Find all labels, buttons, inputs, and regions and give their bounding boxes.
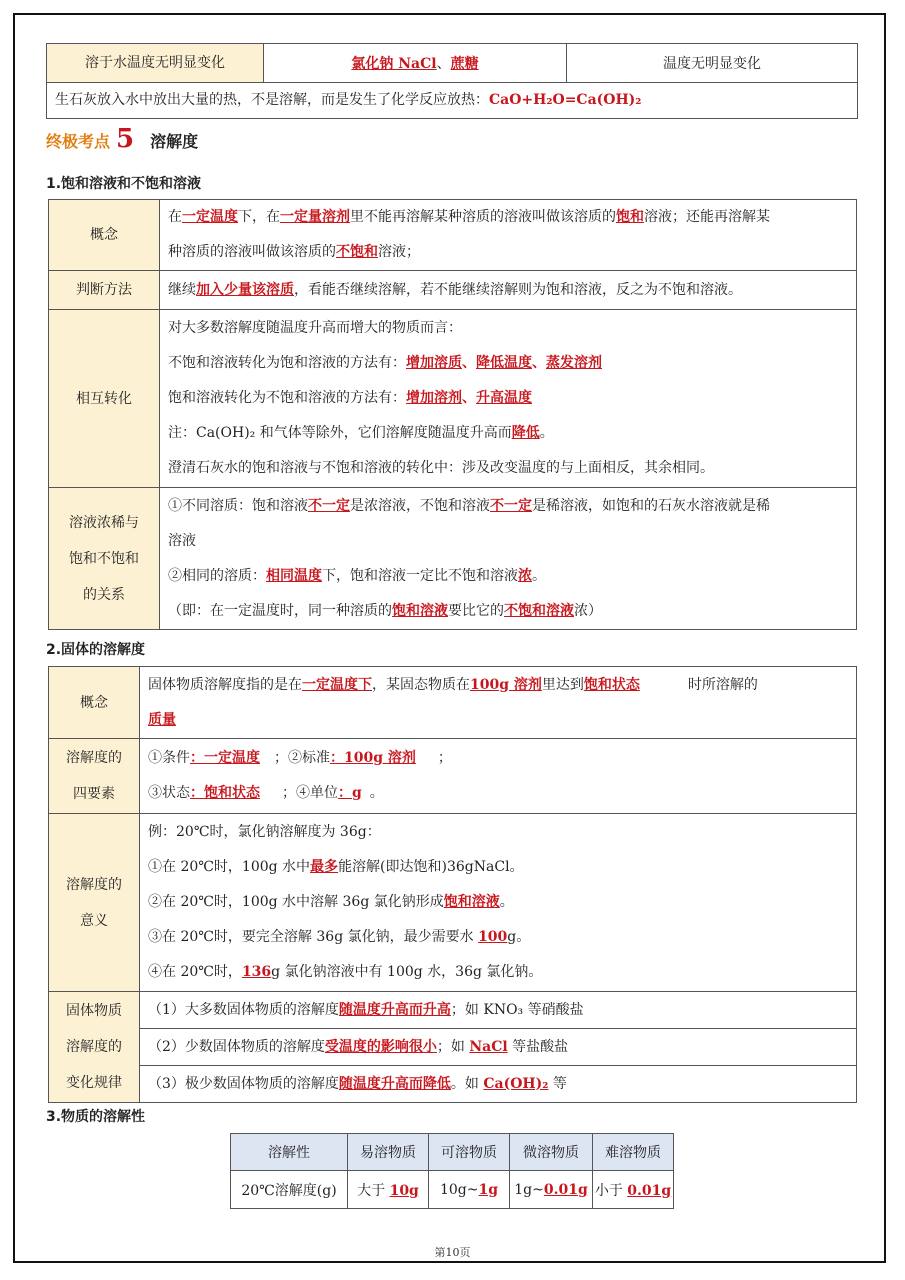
cell-easy: 大于 10g	[348, 1171, 429, 1209]
cell-insoluble: 小于 0.01g	[593, 1171, 674, 1209]
header-slightly: 微溶物质	[510, 1134, 593, 1171]
substance-nacl: 氯化钠 NaCl	[351, 56, 437, 72]
solubility-table	[230, 1133, 674, 1209]
topic-title: 溶解度	[150, 132, 199, 151]
header-insoluble: 难溶物质	[593, 1134, 674, 1171]
s2-concept-content: 固体物质溶解度指的是在一定温度下，某固态物质在100g 溶剂里达到饱和状态 时所溶解的 质量	[140, 667, 857, 739]
label-four-elements: 溶解度的 四要素	[49, 739, 140, 814]
section3-title: 3.物质的溶解性	[46, 1109, 146, 1125]
rule-row-3: （3）极少数固体物质的溶解度随温度升高而降低。如 Ca(OH)₂ 等	[140, 1066, 857, 1103]
topic-header	[46, 124, 198, 158]
top-table	[46, 43, 858, 119]
judge-content: 继续加入少量该溶质，看能否继续溶解，若不能继续溶解则为饱和溶液，反之为不饱和溶液。	[160, 271, 857, 310]
label-concept: 概念	[49, 200, 160, 271]
label-judge: 判断方法	[49, 271, 160, 310]
row-label: 溶于水温度无明显变化	[47, 44, 264, 83]
cell-slightly: 1g~0.01g	[510, 1171, 593, 1209]
section1-title: 1.饱和溶液和不饱和溶液	[46, 176, 202, 192]
four-elements-content: ①条件：一定温度 ；②标准：100g 溶剂 ； ③状态：饱和状态 ；④单位：g 。	[140, 739, 857, 814]
row-label-20c: 20℃溶解度(g)	[231, 1171, 348, 1209]
convert-content: 对大多数溶解度随温度升高而增大的物质而言： 不饱和溶液转化为饱和溶液的方法有：增加溶质、降低温度、蒸发溶剂 饱和溶液转化为不饱和溶液的方法有：增加溶剂、升高温度 注：Ca(OH)₂ 和气体等除外，它们溶解度随温度升高而降低。 澄清石灰水的饱和溶液与不饱和溶液的转化中：涉及改变温度的与上面相反，其余相同。	[160, 310, 857, 488]
quicklime-note: 生石灰放入水中放出大量的热，不是溶解，而是发生了化学反应放热：CaO+H₂O=Ca(OH)₂	[47, 83, 858, 119]
section1-table	[48, 199, 857, 630]
relation-content: ①不同溶质：饱和溶液不一定是浓溶液，不饱和溶液不一定是稀溶液，如饱和的石灰水溶液就是稀 溶液 ②相同的溶质：相同温度下，饱和溶液一定比不饱和溶液浓。 （即：在一定温度时，同一种溶质的饱和溶液要比它的不饱和溶液浓）	[160, 488, 857, 630]
section2-table	[48, 666, 857, 1103]
page-number: 第10页	[434, 1246, 471, 1259]
header-easy: 易溶物质	[348, 1134, 429, 1171]
topic-prefix: 终极考点	[46, 132, 111, 151]
label-relation: 溶液浓稀与 饱和不饱和 的关系	[49, 488, 160, 630]
header-soluble: 可溶物质	[429, 1134, 510, 1171]
rule-row-1: （1）大多数固体物质的溶解度随温度升高而升高；如 KNO₃ 等硝酸盐	[140, 992, 857, 1029]
label-meaning: 溶解度的 意义	[49, 814, 140, 992]
meaning-content: 例：20℃时，氯化钠溶解度为 36g： ①在 20℃时，100g 水中最多能溶解(即达饱和)36gNaCl。 ②在 20℃时，100g 水中溶解 36g 氯化钠形成饱和溶液。 ③在 20℃时，要完全溶解 36g 氯化钠，最少需要水 100g。 ④在 20℃时，136g 氯化钠溶液中有 100g 水，36g 氯化钠。	[140, 814, 857, 992]
concept-content: 在一定温度下，在一定量溶剂里不能再溶解某种溶质的溶液叫做该溶质的饱和溶液；还能再溶解某 种溶质的溶液叫做该溶质的不饱和溶液；	[160, 200, 857, 271]
label-s2-concept: 概念	[49, 667, 140, 739]
equation: CaO+H₂O=Ca(OH)₂	[489, 92, 642, 108]
substances-cell: 氯化钠 NaCl、蔗糖	[264, 44, 567, 83]
cell-soluble: 10g~1g	[429, 1171, 510, 1209]
header-solubility: 溶解性	[231, 1134, 348, 1171]
label-variation: 固体物质 溶解度的 变化规律	[49, 992, 140, 1103]
substance-sugar: 蔗糖	[450, 56, 479, 72]
rule-row-2: （2）少数固体物质的溶解度受温度的影响很小；如 NaCl 等盐酸盐	[140, 1029, 857, 1066]
label-convert: 相互转化	[49, 310, 160, 488]
topic-number: 5	[116, 124, 135, 154]
desc-cell: 温度无明显变化	[567, 44, 858, 83]
section2-title: 2.固体的溶解度	[46, 642, 146, 658]
